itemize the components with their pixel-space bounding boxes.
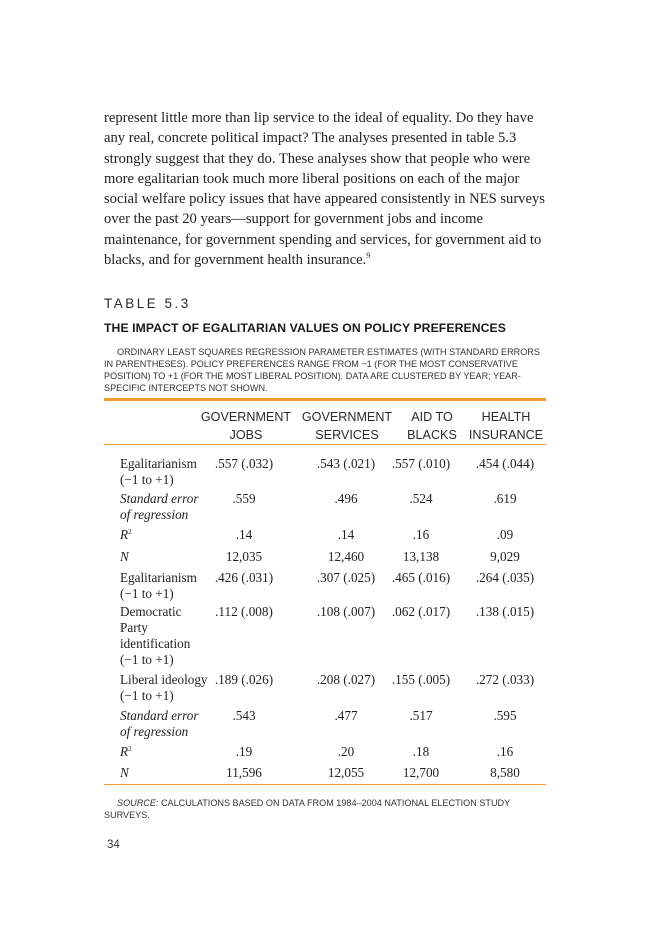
table-cell: .09 bbox=[496, 527, 514, 542]
table-cell: .14 bbox=[337, 527, 355, 542]
table-cell: .595 bbox=[493, 708, 517, 723]
table-cell: .20 bbox=[337, 744, 355, 759]
column-header-government-jobs: GOVERNMENT JOBS bbox=[200, 410, 292, 442]
row-label: N bbox=[120, 549, 129, 564]
table-cell: .16 bbox=[496, 744, 514, 759]
table-cell: 12,035 bbox=[225, 549, 263, 564]
table-cell: .16 bbox=[412, 527, 430, 542]
table-source: SOURCE: CALCULATIONS BASED ON DATA FROM 1984–2004 NATIONAL ELECTION STUDY SURVEYS. bbox=[104, 798, 510, 820]
table-cell: .496 bbox=[334, 491, 358, 506]
table-cell: .543 bbox=[232, 708, 256, 723]
table-cell: 9,029 bbox=[490, 549, 520, 564]
table-cell: .517 bbox=[409, 708, 433, 723]
row-label: Standard error of regression bbox=[120, 708, 199, 739]
table-cell: .307 (.025) bbox=[316, 570, 376, 585]
table-cell: 11,596 bbox=[226, 765, 262, 780]
body-paragraph: represent little more than lip service to the ideal of equality. Do they have any real, concrete political impact? The analyses presented in table 5.3 strongly suggest that they do. These analyses show that people who were more egalitarian took much more liberal positions on each of the major social welfare policy issues that have appeared consistently in NES surveys over the past 20 years—support for government jobs and income maintenance, for government spending and services, for government aid to blacks, and for government health insurance.$^9$ bbox=[104, 110, 545, 269]
table-cell: .557 (.010) bbox=[391, 456, 451, 471]
table-cell: .454 (.044) bbox=[475, 456, 535, 471]
table-cell: .155 (.005) bbox=[391, 672, 451, 687]
row-label: $R^2$ bbox=[120, 744, 132, 759]
table-bottom-rule bbox=[104, 784, 546, 785]
table-note: ORDINARY LEAST SQUARES REGRESSION PARAMETER ESTIMATES (WITH STANDARD ERRORS IN PARENTHESES). POLICY PREFERENCES RANGE FROM −1 (FOR THE MOST CONSERVATIVE POSITION) TO +1 (FOR THE MOST LIBERAL POSITION). DATA ARE CLUSTERED BY YEAR; YEAR-SPECIFIC INTERCEPTS NOT SHOWN. bbox=[104, 347, 540, 393]
footnote-marker: 9 bbox=[366, 251, 371, 261]
table-cell: 8,580 bbox=[490, 765, 520, 780]
table-title: THE IMPACT OF EGALITARIAN VALUES ON POLICY PREFERENCES bbox=[104, 321, 506, 335]
row-label: Liberal ideology (−1 to +1) bbox=[120, 672, 208, 703]
table-cell: .208 (.027) bbox=[316, 672, 376, 687]
table-top-rule bbox=[104, 398, 546, 401]
page-number: 34 bbox=[107, 839, 120, 851]
table-cell: .619 bbox=[493, 491, 517, 506]
table-cell: .189 (.026) bbox=[214, 672, 274, 687]
row-label: Democratic Party identification (−1 to +1) bbox=[120, 604, 191, 667]
table-cell: 12,460 bbox=[327, 549, 365, 564]
table-cell: 12,700 bbox=[402, 765, 440, 780]
table-label: TABLE 5.3 bbox=[104, 296, 191, 311]
column-header-health-insurance: HEALTH INSURANCE bbox=[468, 410, 544, 442]
row-label: N bbox=[120, 765, 129, 780]
table-cell: .426 (.031) bbox=[214, 570, 274, 585]
table-cell: .272 (.033) bbox=[475, 672, 535, 687]
row-label: Egalitarianism (−1 to +1) bbox=[120, 570, 197, 601]
table-cell: .112 (.008) bbox=[215, 604, 273, 619]
table-cell: .18 bbox=[412, 744, 430, 759]
table-cell: .138 (.015) bbox=[475, 604, 535, 619]
table-cell: .559 bbox=[232, 491, 256, 506]
table-cell: .062 (.017) bbox=[391, 604, 451, 619]
table-cell: .264 (.035) bbox=[475, 570, 535, 585]
column-header-aid-to-blacks: AID TO BLACKS bbox=[407, 410, 457, 442]
table-cell: .543 (.021) bbox=[316, 456, 376, 471]
table-cell: .14 bbox=[235, 527, 253, 542]
table-header-rule bbox=[104, 444, 546, 445]
table-cell: .465 (.016) bbox=[391, 570, 451, 585]
column-header-government-services: GOVERNMENT SERVICES bbox=[301, 410, 393, 442]
table-cell: 12,055 bbox=[327, 765, 365, 780]
table-cell: .477 bbox=[334, 708, 358, 723]
table-cell: .108 (.007) bbox=[316, 604, 376, 619]
table-cell: .557 (.032) bbox=[214, 456, 274, 471]
row-label: Egalitarianism (−1 to +1) bbox=[120, 456, 197, 487]
row-label: Standard error of regression bbox=[120, 491, 199, 522]
table-cell: 13,138 bbox=[402, 549, 440, 564]
table-cell: .19 bbox=[235, 744, 253, 759]
row-label: $R^2$ bbox=[120, 527, 132, 542]
table-cell: .524 bbox=[409, 491, 433, 506]
